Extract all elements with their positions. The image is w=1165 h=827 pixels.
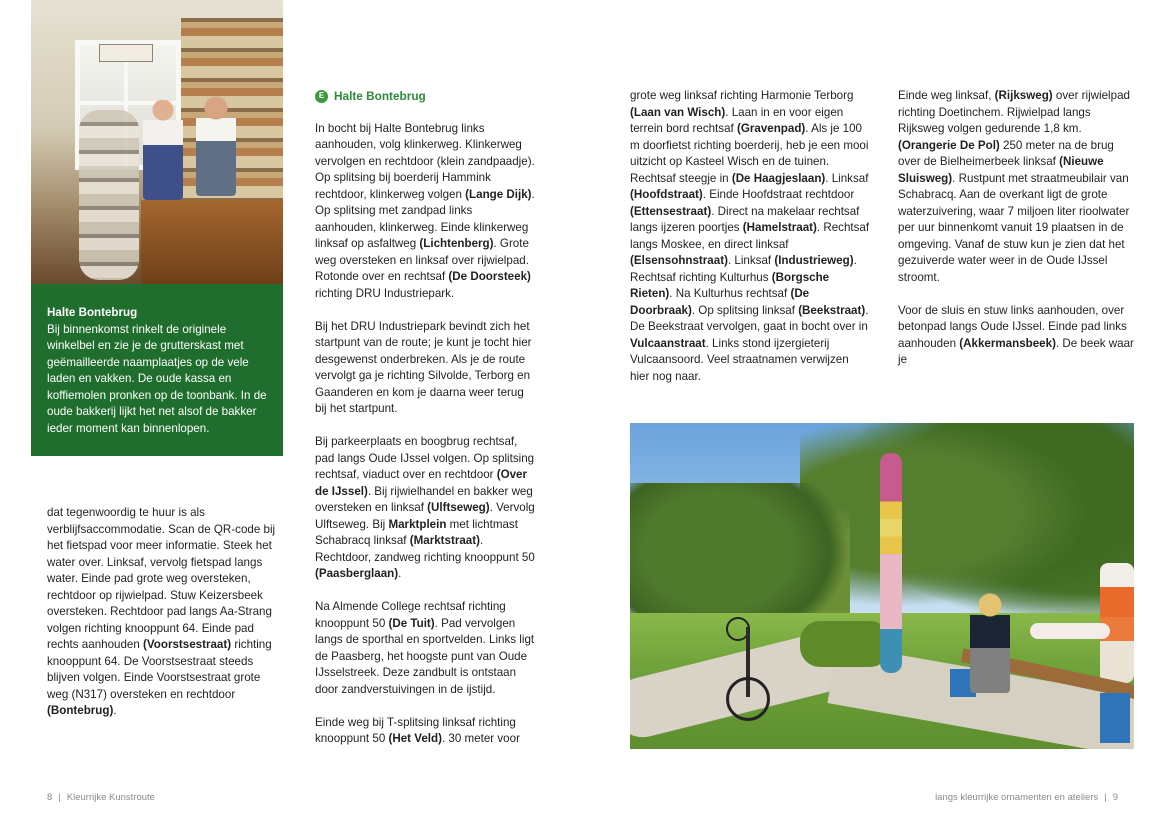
paragraph — [315, 319, 535, 418]
section-heading-title: Halte Bontebrug — [334, 89, 426, 103]
street-name: (Borgsche Rieten) — [630, 270, 830, 300]
footer-right — [935, 792, 1118, 803]
text-column-2-body — [315, 121, 535, 748]
text-run: . Linksaf — [825, 171, 869, 185]
park-sculptures-photo — [630, 423, 1134, 749]
street-name: (De Tuit) — [388, 616, 435, 630]
photo-caption-box — [31, 284, 283, 456]
street-name: (Lange Dijk) — [465, 187, 532, 201]
street-name: (Elsensohnstraat) — [630, 254, 728, 267]
paragraph — [630, 88, 870, 385]
paragraph — [315, 599, 535, 698]
text-run: . Linksaf — [727, 254, 775, 267]
text-run: richting knooppunt 64. De Voorstsestraat steeds blijven volgen. Einde Voorstsestraat grote weg (N317) oversteken en rechtdoor — [47, 638, 272, 701]
footer-title: Kleurrijke Kunstroute — [66, 792, 155, 803]
street-name: (Rijksweg) — [994, 89, 1053, 102]
text-run: . Rechtsaf richting Kulturhus — [630, 254, 857, 284]
street-name: Marktplein — [388, 517, 447, 531]
text-run: Bij parkeerplaats en boogbrug rechtsaf, pad langs Oude IJssel volgen. Op splitsing rechtsaf, viaduct over en rechtdoor — [315, 435, 535, 481]
text-run: . Rechtdoor, zandweg richting knooppunt 50 — [315, 534, 535, 564]
text-column-4 — [898, 88, 1138, 385]
text-column-1 — [47, 505, 283, 736]
street-name: (Orangerie De Pol) — [898, 138, 1000, 152]
footer-title: langs kleurrijke ornamenten en ateliers — [935, 792, 1099, 803]
text-run: richting DRU Industriepark. — [315, 286, 455, 300]
text-run: . Na Kulturhus rechtsaf — [669, 287, 791, 300]
text-column-3 — [630, 88, 870, 402]
street-name: (Akkermansbeek) — [959, 336, 1056, 350]
street-name: (Het Veld) — [388, 732, 442, 745]
text-run: . Laan in en voor eigen terrein bord rechtsaf — [630, 105, 844, 135]
text-run: . Op splitsing met zandpad links aanhouden, klinkerweg. Einde klinkerweg linksaf op asfaltweg — [315, 187, 535, 250]
street-name: (Voorstsestraat) — [143, 638, 232, 651]
paragraph — [898, 303, 1138, 369]
paragraph — [315, 434, 535, 583]
page-number: 9 — [1112, 792, 1118, 803]
caption-body: Bij binnenkomst rinkelt de originele winkelbel en zie je de grutterskast met geëmailleerde naamplaatjes op de vele laden en vakken. De oude kassa en koffiemolen pronken op de toonbank. In de oude bakkerij lijkt het net alsof de bakker ieder moment kan binnenlopen. — [47, 322, 267, 435]
street-name: (Nieuwe Sluisweg) — [898, 155, 1104, 185]
street-name: (Lichtenberg) — [419, 237, 494, 250]
text-run: . Rechtsaf langs Moskee, en direct linksaf — [630, 221, 870, 251]
text-run: . Links stond ijzergieterij Vulcaansoord. Veel straatnamen verwijzen hier nog naar. — [630, 336, 849, 383]
text-run: . De Beekstraat vervolgen, gaat in bocht over in — [630, 303, 869, 333]
street-name: (De Haagjeslaan) — [731, 171, 826, 185]
street-name: (Industrieweg) — [774, 254, 854, 267]
text-run: 250 meter na de brug over de Bielheimerbeek linksaf — [898, 138, 1114, 168]
caption-title: Halte Bontebrug — [47, 306, 138, 319]
text-run: . — [113, 704, 117, 717]
street-name: (Marktstraat) — [409, 534, 480, 547]
text-run: . — [398, 567, 402, 580]
text-run: . Pad vervolgen langs de sporthal en sportvelden. Links ligt de Paasberg, het hoogste punt van Oude IJsselstreek. Deze zandbult is ontstaan door zandverstuivingen in de ijstijd. — [315, 616, 535, 696]
paragraph — [315, 121, 535, 303]
text-run: . Direct na makelaar rechtsaf langs ijzeren poortjes — [630, 204, 860, 234]
street-name: (Gravenpad) — [736, 122, 806, 135]
text-run: Einde weg bij T-splitsing linksaf richting knooppunt 50 — [315, 715, 516, 745]
text-run: Voor de sluis en stuw links aanhouden, over betonpad langs Oude IJssel. Einde pad links aanhouden — [898, 303, 1127, 350]
route-marker-icon: E — [315, 90, 328, 103]
paragraph — [898, 88, 1138, 286]
section-heading — [315, 88, 535, 105]
text-run: . Als je 100 m doorfietst richting boerderij, heb je een mooi uitzicht op Kasteel Wisch en de tuinen. Rechtsaf steegje in — [630, 122, 869, 185]
text-run: . Vervolg Ulftseweg. Bij — [315, 501, 535, 531]
shop-interior-photo — [31, 0, 283, 284]
footer-separator: | — [1104, 792, 1107, 803]
text-run: . Bij rijwielhandel en bakker weg oversteken en linksaf — [315, 484, 533, 514]
street-name: (Paasberglaan) — [315, 567, 399, 580]
text-run: Einde weg linksaf, — [898, 89, 995, 102]
street-name: (Over de IJssel) — [315, 468, 528, 498]
text-column-2 — [315, 88, 535, 764]
street-name: (Laan van Wisch) — [630, 105, 726, 119]
street-name: (Ettensestraat) — [630, 204, 712, 218]
street-name: (De Doorbraak) — [630, 287, 810, 317]
text-run: . Rustpunt met straatmeubilair van Schabracq. Aan de overkant ligt de grote waterzuivering, waar 7 miljoen liter rioolwater per uur binnenkomt vanuit 19 plaatsen in de omgeving. Vanaf de stuw kun je zien dat het gezuiverde water weer in de Oude IJssel stroomt. — [898, 171, 1130, 284]
paragraph — [315, 715, 535, 748]
street-name: (Bontebrug) — [47, 704, 114, 717]
text-run: Bij het DRU Industriepark bevindt zich het startpunt van de route; je kunt je tocht hier desgewenst onderbreken. Als je de route vervolgt ga je richting Silvolde, Terborg en Gaanderen en kom je daarna weer terug bij het startpunt. — [315, 319, 532, 415]
text-run: In bocht bij Halte Bontebrug links aanhouden, volg klinkerweg. Klinkerweg vervolgen en rechtdoor (klein zandpaadje). Op splitsing bij boerderij Hammink rechtdoor, klinkerweg volgen — [315, 121, 535, 201]
text-run: Na Almende College rechtsaf richting knooppunt 50 — [315, 600, 506, 630]
text-run: . De beek waar je — [898, 336, 1134, 366]
street-name: (Ulftseweg) — [427, 501, 490, 514]
footer-separator: | — [58, 792, 61, 803]
text-run: . 30 meter voor — [441, 732, 520, 745]
text-run: . Einde Hoofdstraat rechtdoor — [702, 188, 855, 201]
street-name: Vulcaanstraat — [630, 336, 706, 350]
paragraph — [47, 505, 283, 720]
text-run: met lichtmast Schabracq linksaf — [315, 517, 518, 547]
text-run: . Grote weg oversteken en linksaf over rijwielpad. Rotonde over en rechtsaf — [315, 237, 529, 283]
text-run: over rijwielpad richting Doetinchem. Rijwielpad langs Rijksweg volgen gedurende 1,8 km. — [898, 89, 1130, 135]
street-name: (Hamelstraat) — [742, 221, 817, 234]
page-number: 8 — [47, 792, 53, 803]
text-run: . Op splitsing linksaf — [691, 303, 799, 317]
street-name: (De Doorsteek) — [448, 270, 531, 283]
street-name: (Hoofdstraat) — [630, 188, 703, 201]
footer-left — [47, 792, 155, 803]
street-name: (Beekstraat) — [798, 303, 866, 317]
text-run: dat tegenwoordig te huur is als verblijfsaccommodatie. Scan de QR-code bij het fietspad voor meer informatie. Steek het water over. Linksaf, vervolg fietspad langs water. Einde pad grote weg oversteken, rechtdoor op rijwielpad. Stuw Keizersbeek oversteken. Rechtdoor pad langs Aa-Strang volgen richting knooppunt 64. Einde pad rechts aanhouden — [47, 506, 276, 651]
text-run: grote weg linksaf richting Harmonie Terborg — [630, 89, 854, 102]
